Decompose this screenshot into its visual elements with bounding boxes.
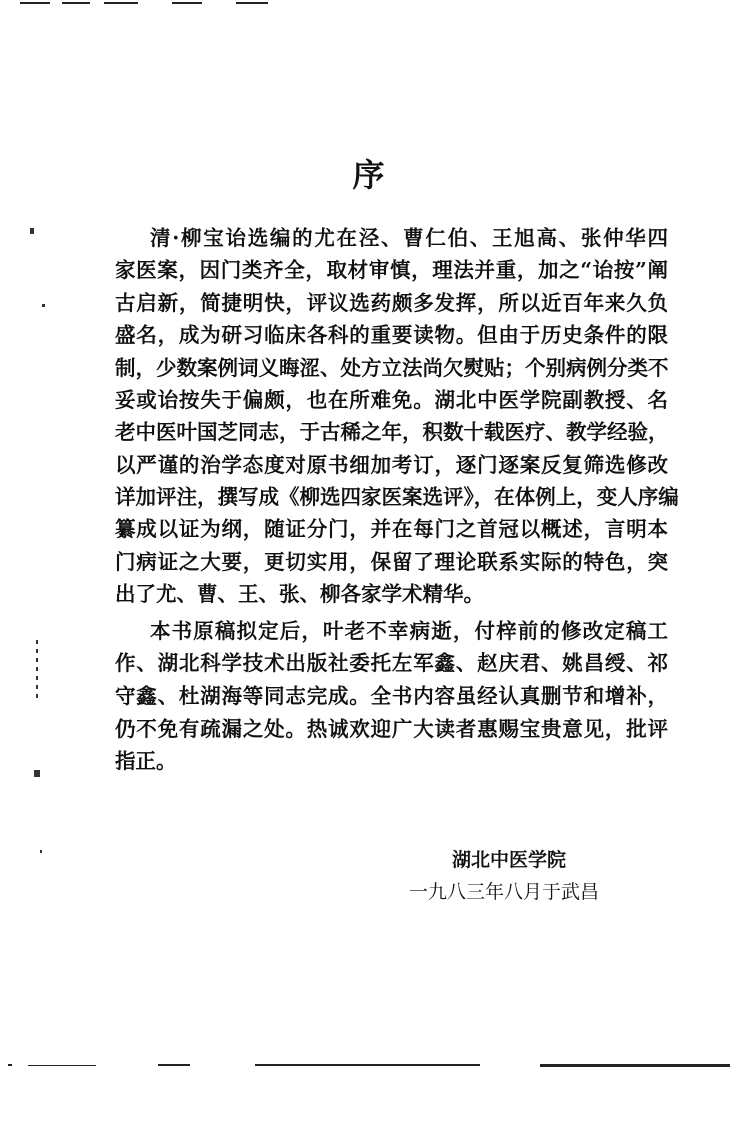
signature-institution: 湖北中医学院 (452, 849, 567, 871)
scan-speck (40, 850, 42, 853)
scan-edge-mark (236, 2, 268, 4)
text-line: 清·柳宝诒选编的尤在泾、曹仁伯、王旭高、张仲华四 (150, 226, 668, 250)
text-line: 制，少数案例词义晦涩、处方立法尚欠熨贴；个别病例分类不 (115, 356, 669, 380)
text-line: 盛名，成为研习临床各科的重要读物。但由于历史条件的限 (115, 323, 668, 347)
scan-bottom-line (28, 1065, 96, 1066)
scan-speck (42, 304, 45, 307)
scan-bottom-line (255, 1064, 480, 1066)
text-line: 作、湖北科学技术出版社委托左军鑫、赵庆君、姚昌绶、祁 (115, 651, 668, 675)
text-line: 纂成以证为纲，随证分门，并在每门之首冠以概述，言明本 (115, 517, 668, 541)
scan-edge-mark (62, 2, 90, 4)
scan-bottom-line (158, 1064, 190, 1066)
text-line: 详加评注，撰写成《柳选四家医案选评》，在体例上，变人序编 (115, 485, 679, 509)
text-line: 以严谨的治学态度对原书细加考订，逐门逐案反复筛选修改 (115, 453, 668, 477)
text-line: 出了尤、曹、王、张、柳各家学术精华。 (115, 582, 484, 606)
scan-speck (34, 770, 40, 777)
scan-edge-mark (172, 2, 202, 4)
scan-bottom-line (8, 1064, 12, 1066)
text-line: 古启新，简捷明快，评议选药颇多发挥，所以近百年来久负 (115, 291, 668, 315)
scan-edge-mark (104, 2, 138, 4)
scan-edge-mark (20, 2, 50, 4)
signature-date: 一九八三年八月于武昌 (409, 881, 600, 903)
text-line: 门病证之大要，更切实用，保留了理论联系实际的特色，突 (115, 550, 668, 574)
text-line: 指正。 (115, 749, 177, 773)
text-line: 妥或诒按失于偏颇，也在所难免。湖北中医学院副教授、名 (115, 388, 668, 412)
scan-speck (30, 228, 34, 234)
scan-speck (36, 640, 38, 700)
text-line: 本书原稿拟定后，叶老不幸病逝，付梓前的修改定稿工 (150, 619, 668, 643)
text-line: 家医案，因门类齐全，取材审慎，理法并重，加之“诒按”阐 (115, 258, 668, 282)
text-line: 老中医叶国芝同志，于古稀之年，积数十载医疗、教学经验， (115, 420, 669, 444)
text-line: 仍不免有疏漏之处。热诚欢迎广大读者惠赐宝贵意见，批评 (115, 717, 668, 741)
page-title: 序 (352, 156, 385, 194)
text-line: 守鑫、杜湖海等同志完成。全书内容虽经认真删节和增补， (115, 684, 668, 708)
scan-bottom-line (540, 1064, 730, 1067)
